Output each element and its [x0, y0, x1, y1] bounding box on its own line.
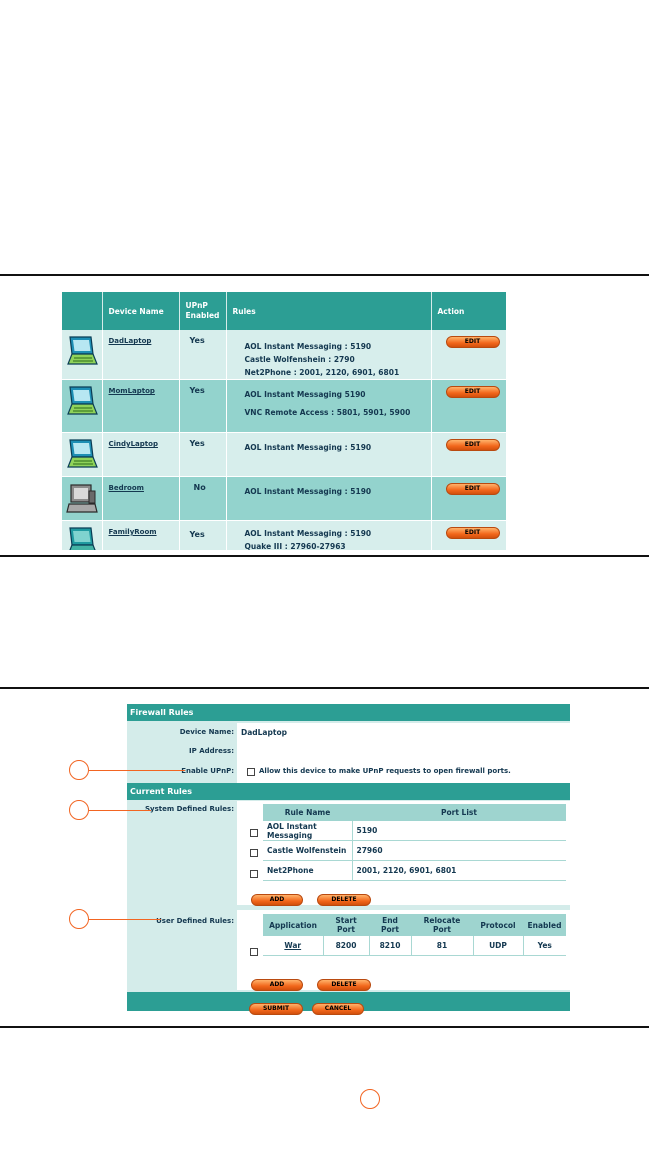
device-name-cell [102, 521, 179, 551]
callout-circle-system-rules [69, 800, 89, 820]
upnp-cell [179, 433, 226, 477]
upnp-value: Yes [189, 386, 205, 395]
table-row [62, 330, 506, 380]
device-name-cell [102, 330, 179, 380]
device-link-dadlaptop[interactable]: DadLaptop [108, 337, 152, 345]
rule-name: AOL Instant Messaging [263, 821, 352, 841]
upnp-value: Yes [189, 530, 205, 539]
header-end-port-label: End Port [381, 916, 399, 934]
device-icon-cell [62, 477, 102, 521]
system-rule-checkbox[interactable] [250, 829, 258, 837]
start-port: 8200 [323, 936, 369, 956]
rule-name: Castle Wolfenstein [263, 841, 352, 861]
ip-address-label: IP Address: [189, 747, 234, 755]
header-start-port-label: Start Port [335, 916, 357, 934]
upnp-value: No [193, 483, 206, 492]
enable-upnp-text: Allow this device to make UPnP requests to open firewall ports. [259, 767, 511, 775]
device-link-bedroom[interactable]: Bedroom [108, 484, 144, 492]
port-list: 27960 [352, 841, 566, 861]
table-row [263, 936, 566, 956]
rule-line: Castle Wolfenshein : 2790 [244, 355, 355, 364]
header-device-name: Device Name [102, 292, 179, 330]
device-name-cell [102, 380, 179, 433]
header-relocate-port [411, 914, 473, 936]
current-rules-header: Current Rules [127, 783, 570, 800]
cancel-button[interactable]: CANCEL [312, 1003, 364, 1015]
edit-button[interactable]: EDIT [446, 439, 500, 451]
divider-top-1 [0, 274, 649, 276]
device-link-cindylaptop[interactable]: CindyLaptop [108, 440, 158, 448]
submit-button[interactable]: SUBMIT [249, 1003, 303, 1015]
header-relocate-port-label: Relocate Port [423, 916, 461, 934]
header-end-port [369, 914, 411, 936]
table-row [62, 433, 506, 477]
enable-upnp-label: Enable UPnP: [181, 767, 234, 775]
action-cell [431, 380, 506, 433]
callout-circle-upnp [69, 760, 89, 780]
enable-upnp-checkbox[interactable] [247, 768, 255, 776]
table-row [62, 521, 506, 551]
application-cell [263, 936, 323, 956]
rules-cell [226, 521, 431, 551]
edit-button[interactable]: EDIT [446, 336, 500, 348]
upnp-cell [179, 477, 226, 521]
rules-cell [226, 477, 431, 521]
header-port-list: Port List [352, 804, 566, 821]
upnp-cell [179, 521, 226, 551]
edit-button[interactable]: EDIT [446, 527, 500, 539]
rule-line: AOL Instant Messaging : 5190 [244, 529, 372, 538]
firewall-rules-title: Firewall Rules [127, 704, 570, 721]
system-rules-table [263, 804, 566, 881]
rule-line: Quake III : 27960-27963 [244, 542, 346, 550]
edit-button[interactable]: EDIT [446, 386, 500, 398]
laptop-icon [65, 437, 99, 471]
rules-cell [226, 433, 431, 477]
device-table [62, 292, 506, 550]
system-rules-header [263, 804, 566, 821]
callout-circle-bottom [360, 1089, 380, 1109]
device-name-cell [102, 433, 179, 477]
user-defined-rules-label: User Defined Rules: [156, 917, 234, 925]
header-protocol: Protocol [473, 914, 523, 936]
header-upnp-label: UPnP Enabled [185, 301, 220, 320]
upnp-cell [179, 330, 226, 380]
header-start-port [323, 914, 369, 936]
user-rule-checkbox[interactable] [250, 948, 258, 956]
table-row [62, 380, 506, 433]
callout-leader-system-rules [89, 810, 151, 811]
table-row [62, 477, 506, 521]
callout-leader-upnp [89, 770, 185, 771]
action-cell [431, 477, 506, 521]
header-rules: Rules [226, 292, 431, 330]
user-delete-button[interactable]: DELETE [317, 979, 371, 991]
device-link-familyroom[interactable]: FamilyRoom [108, 528, 157, 536]
rule-line: VNC Remote Access : 5801, 5901, 5900 [244, 408, 411, 417]
firewall-rules-panel [127, 704, 570, 1011]
table-row [263, 861, 566, 881]
upnp-value: Yes [189, 439, 205, 448]
rule-line: AOL Instant Messaging : 5190 [244, 443, 372, 452]
upnp-value: Yes [189, 336, 205, 345]
system-rule-checkbox[interactable] [250, 849, 258, 857]
divider-bottom-2 [0, 1026, 649, 1028]
laptop-icon [65, 525, 99, 550]
port-list: 2001, 2120, 6901, 6801 [352, 861, 566, 881]
device-table-panel [62, 292, 506, 550]
edit-button[interactable]: EDIT [446, 483, 500, 495]
laptop-icon [65, 384, 99, 418]
enabled: Yes [523, 936, 566, 956]
device-icon-cell [62, 380, 102, 433]
header-rule-name: Rule Name [263, 804, 352, 821]
rule-line: AOL Instant Messaging 5190 [244, 390, 366, 399]
header-icon [62, 292, 102, 330]
device-table-header [62, 292, 506, 330]
action-cell [431, 521, 506, 551]
end-port: 8210 [369, 936, 411, 956]
rules-cell [226, 330, 431, 380]
upnp-cell [179, 380, 226, 433]
callout-leader-user-rules [89, 919, 161, 920]
system-add-button[interactable]: ADD [251, 894, 303, 906]
table-row [263, 821, 566, 841]
laptop-icon [65, 334, 99, 368]
user-rules-table [263, 914, 566, 956]
header-action: Action [431, 292, 506, 330]
device-name-cell [102, 477, 179, 521]
rule-line: AOL Instant Messaging : 5190 [244, 342, 372, 351]
device-icon-cell [62, 433, 102, 477]
rule-name: Net2Phone [263, 861, 352, 881]
device-link-momlaptop[interactable]: MomLaptop [108, 387, 155, 395]
action-cell [431, 330, 506, 380]
divider-top-2 [0, 687, 649, 689]
callout-circle-user-rules [69, 909, 89, 929]
user-rules-header [263, 914, 566, 936]
port-list: 5190 [352, 821, 566, 841]
user-add-button[interactable]: ADD [251, 979, 303, 991]
system-delete-button[interactable]: DELETE [317, 894, 371, 906]
application-link-war[interactable]: War [284, 941, 302, 950]
rule-line: Net2Phone : 2001, 2120, 6901, 6801 [244, 368, 400, 377]
rule-line: AOL Instant Messaging : 5190 [244, 487, 372, 496]
header-upnp-enabled [179, 292, 226, 330]
relocate-port: 81 [411, 936, 473, 956]
device-icon-cell [62, 521, 102, 551]
rules-cell [226, 380, 431, 433]
device-name-label: Device Name: [179, 728, 234, 736]
device-name-value: DadLaptop [241, 728, 287, 737]
header-enabled: Enabled [523, 914, 566, 936]
protocol: UDP [473, 936, 523, 956]
action-cell [431, 433, 506, 477]
system-rule-checkbox[interactable] [250, 870, 258, 878]
divider-bottom-1 [0, 555, 649, 557]
table-row [263, 841, 566, 861]
device-icon-cell [62, 330, 102, 380]
system-defined-rules-label: System Defined Rules: [144, 805, 234, 813]
header-application: Application [263, 914, 323, 936]
desktop-pc-icon [65, 481, 99, 515]
